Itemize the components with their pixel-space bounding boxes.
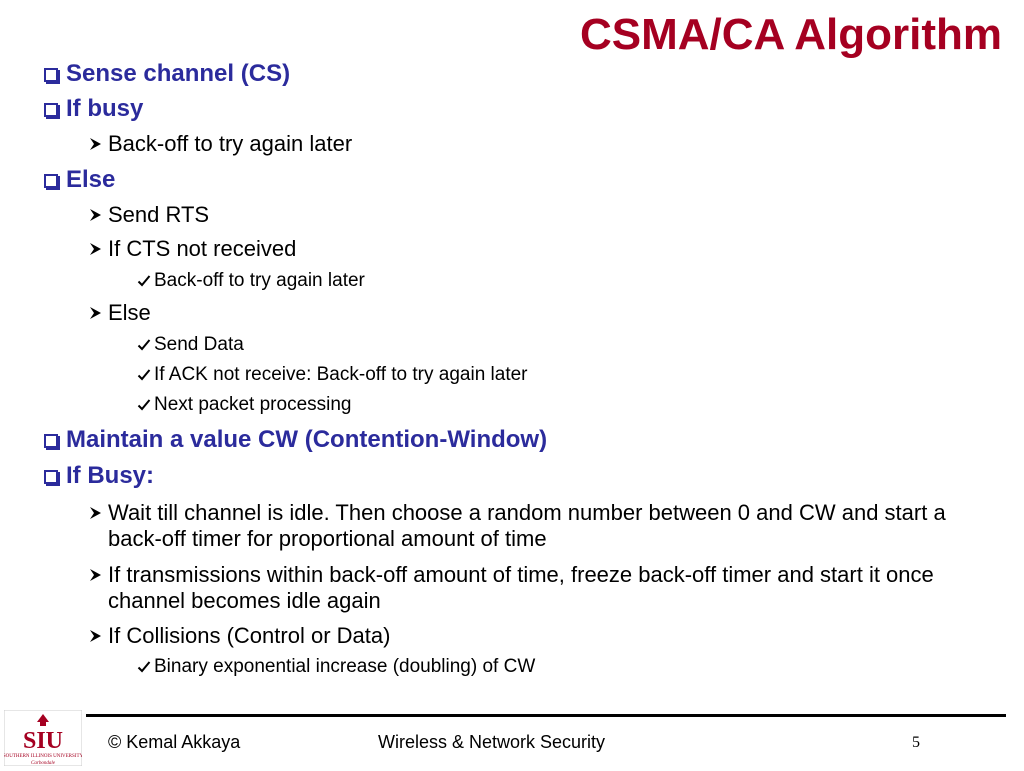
list-item-text: Binary exponential increase (doubling) of CW [154, 656, 536, 677]
list-item-text: If ACK not receive: Back-off to try again later [154, 364, 528, 385]
list-item [82, 562, 972, 614]
list-item-text: If busy [66, 95, 144, 122]
checkmark-bullet-icon [134, 656, 154, 678]
list-item [134, 656, 535, 678]
square-bullet-icon [36, 462, 66, 490]
arrowhead-bullet-icon [82, 131, 108, 157]
list-item-text: If Collisions (Control or Data) [108, 623, 391, 648]
logo-subtext: SOUTHERN ILLINOIS UNIVERSITY [4, 754, 82, 759]
checkmark-bullet-icon [134, 364, 154, 386]
checkmark-bullet-icon [134, 334, 154, 356]
logo-campus: Carbondale [31, 761, 55, 766]
checkmark-bullet-icon [134, 270, 154, 292]
arrowhead-bullet-icon [82, 623, 108, 649]
list-item [36, 60, 290, 88]
list-item-text: Back-off to try again later [154, 270, 365, 291]
list-item-text: If transmissions within back-off amount of time, freeze back-off timer and start it once channel becomes idle again [108, 562, 934, 613]
list-item [36, 95, 143, 123]
slide-title: CSMA/CA Algorithm [579, 10, 1002, 59]
list-item [82, 236, 296, 262]
arrowhead-bullet-icon [82, 500, 108, 526]
square-bullet-icon [36, 166, 66, 194]
arrowhead-bullet-icon [82, 562, 108, 588]
list-item-text: If Busy: [66, 462, 155, 489]
list-item [36, 166, 115, 194]
list-item [36, 426, 547, 454]
list-item [134, 270, 365, 292]
list-item [82, 623, 390, 649]
arrowhead-bullet-icon [82, 300, 108, 326]
list-item-text: Sense channel (CS) [66, 60, 291, 87]
list-item [134, 364, 528, 386]
page-number: 5 [912, 734, 920, 751]
university-logo [4, 710, 82, 766]
checkmark-bullet-icon [134, 394, 154, 416]
list-item-text: Else [66, 166, 116, 193]
list-item-text: Else [108, 300, 151, 325]
list-item-text: Wait till channel is idle. Then choose a random number between 0 and CW and start a back-off timer for proportional amount of time [108, 500, 946, 551]
list-item-text: Send Data [154, 334, 244, 355]
list-item-text: Maintain a value CW (Contention-Window) [66, 426, 548, 453]
square-bullet-icon [36, 95, 66, 123]
list-item-text: Send RTS [108, 202, 210, 227]
arrowhead-bullet-icon [82, 202, 108, 228]
list-item-text: If CTS not received [108, 236, 297, 261]
footer-author: © Kemal Akkaya [108, 732, 241, 752]
list-item [36, 462, 154, 490]
list-item-text: Next packet processing [154, 394, 352, 415]
square-bullet-icon [36, 60, 66, 88]
list-item [134, 394, 352, 416]
footer-divider [86, 714, 1006, 717]
list-item [82, 500, 972, 552]
list-item [82, 202, 209, 228]
logo-text: SIU [22, 728, 64, 754]
footer-course: Wireless & Network Security [378, 732, 606, 752]
list-item [82, 300, 151, 326]
list-item [82, 131, 352, 157]
list-item [134, 334, 244, 356]
arrowhead-bullet-icon [82, 236, 108, 262]
square-bullet-icon [36, 426, 66, 454]
list-item-text: Back-off to try again later [108, 131, 353, 156]
